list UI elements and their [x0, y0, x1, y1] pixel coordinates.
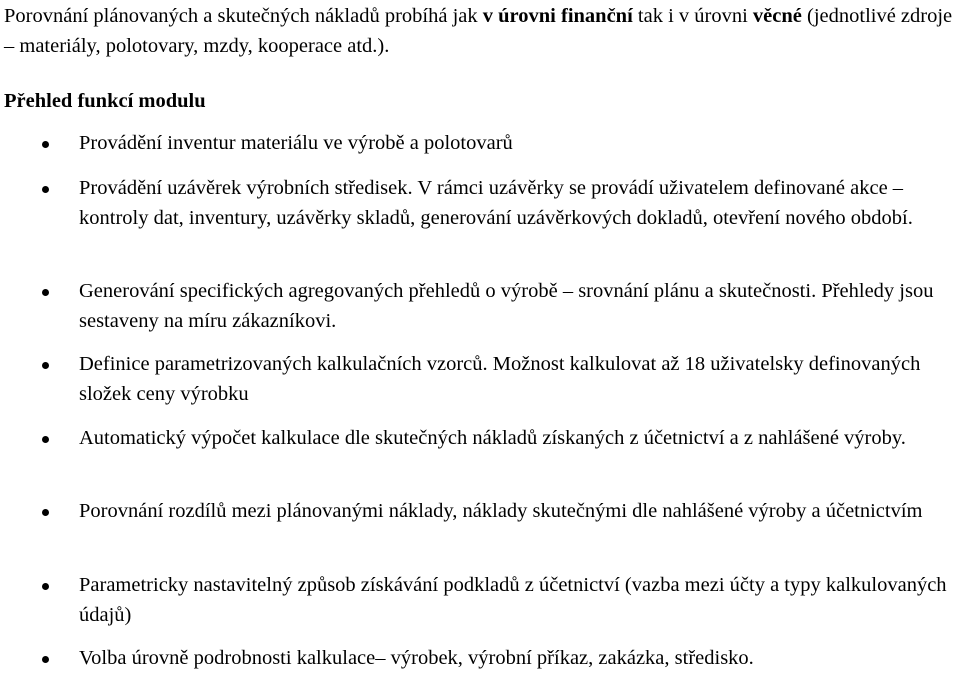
intro-text-3: (jednotlivé zdroje – materiály, polotovary, mzdy, kooperace atd.). — [4, 5, 953, 57]
list-item-text: Automatický výpočet kalkulace dle skutečných nákladů získaných z účetnictví a z nahlášené výroby. — [79, 427, 906, 449]
list-item-text: Parametricky nastavitelný způsob získávání podkladů z účetnictví (vazba mezi účty a typy kalkulovaných údajů) — [79, 574, 947, 626]
list-item-text: Provádění uzávěrek výrobních středisek. V rámci uzávěrky se provádí uživatelem definované akce – kontroly dat, inventury, uzávěrky skladů, generování uzávěrkových dokladů, otevření nového období. — [79, 177, 913, 229]
list-item-text: Generování specifických agregovaných přehledů o výrobě – srovnání plánu a skutečnosti. Přehledy jsou sestaveny na míru zákazníkovi. — [79, 280, 934, 332]
bullet-icon — [42, 583, 49, 590]
list-item-text: Provádění inventur materiálu ve výrobě a polotovarů — [79, 132, 513, 154]
bullet-icon — [42, 141, 49, 148]
bullet-icon — [42, 186, 49, 193]
bullet-icon — [42, 436, 49, 443]
bullet-icon — [42, 362, 49, 369]
intro-paragraph — [4, 1, 954, 61]
intro-bold-financial: v úrovni finanční — [482, 5, 633, 27]
bullet-icon — [42, 509, 49, 516]
list-item-text: Definice parametrizovaných kalkulačních vzorců. Možnost kalkulovat až 18 uživatelsky definovaných složek ceny výrobku — [79, 353, 921, 405]
section-heading: Přehled funkcí modulu — [4, 90, 206, 112]
bullet-icon — [42, 289, 49, 296]
list-item-text: Volba úrovně podrobnosti kalkulace– výrobek, výrobní příkaz, zakázka, středisko. — [79, 647, 754, 669]
intro-text-1: Porovnání plánovaných a skutečných nákladů probíhá jak — [4, 5, 483, 27]
intro-text-2: tak i v úrovni — [632, 5, 753, 27]
list-item-text: Porovnání rozdílů mezi plánovanými náklady, náklady skutečnými dle nahlášené výroby a účetnictvím — [79, 500, 923, 522]
bullet-icon — [42, 656, 49, 663]
intro-bold-material: věcné — [752, 5, 802, 27]
